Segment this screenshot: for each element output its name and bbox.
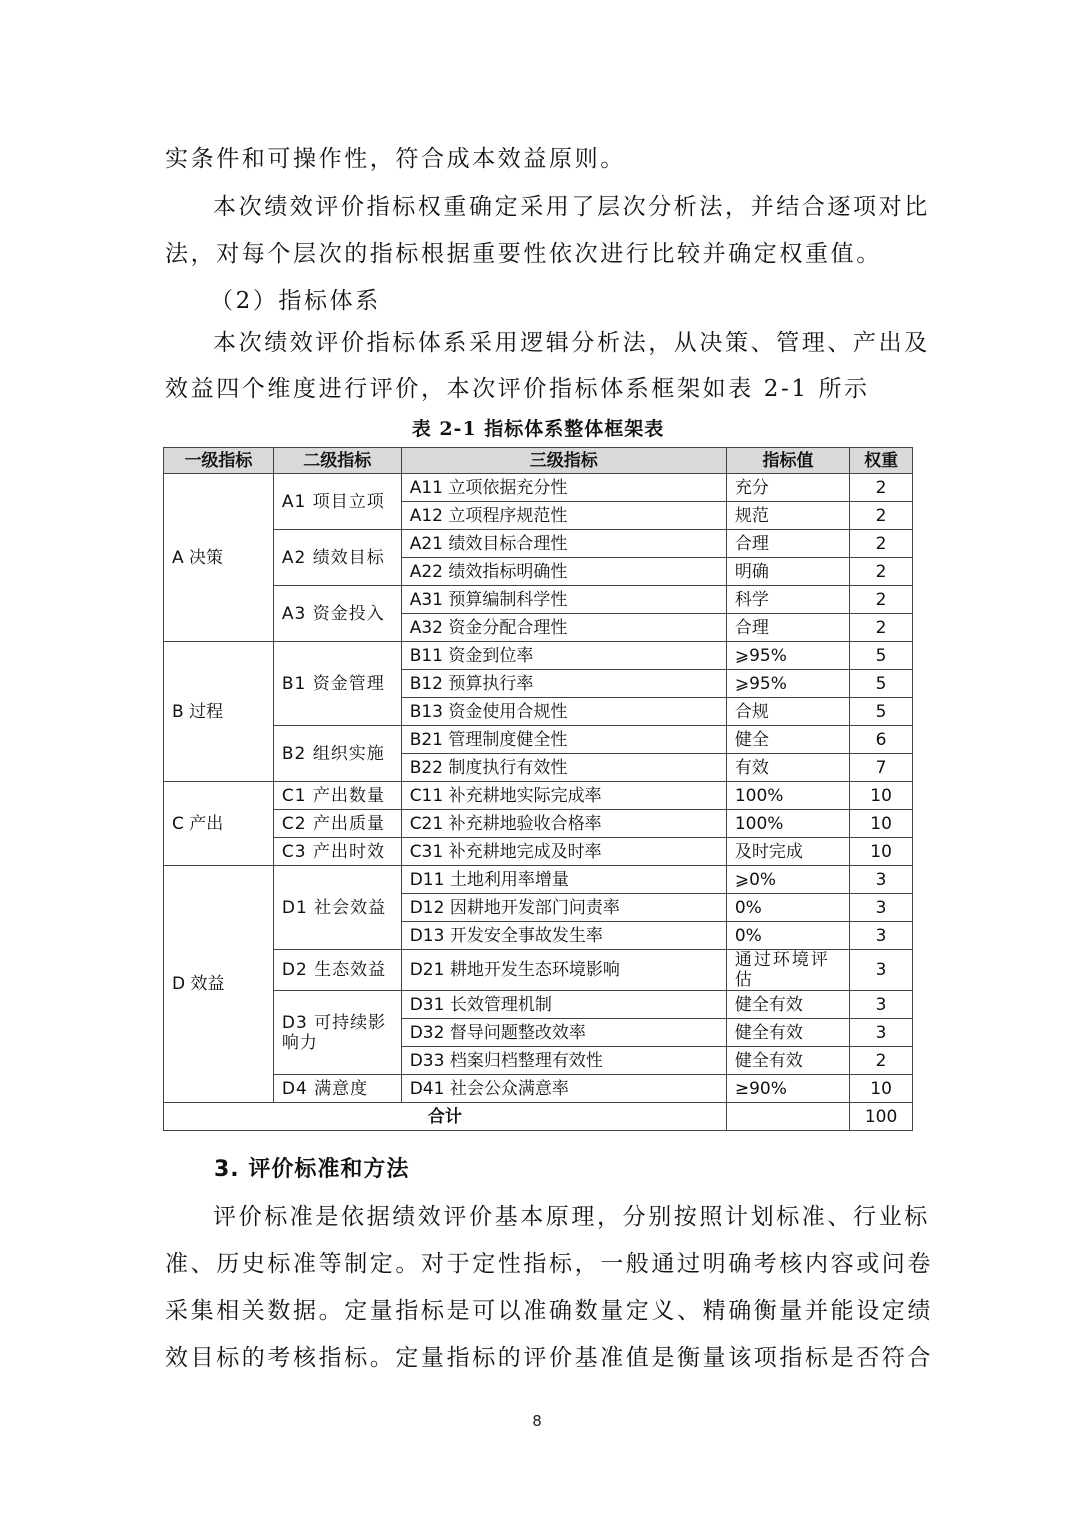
level3-cell: D13 开发安全事故发生率 [401, 922, 726, 950]
total-label: 合计 [164, 1103, 727, 1131]
level2-cell: A1 项目立项 [273, 474, 401, 530]
table-row [164, 1075, 913, 1103]
table-row [164, 726, 913, 754]
level3-cell: B13 资金使用合规性 [401, 698, 726, 726]
weight-cell: 2 [850, 530, 913, 558]
value-cell: 有效 [726, 754, 849, 782]
weight-cell: 3 [850, 950, 913, 991]
value-cell: 100% [726, 810, 849, 838]
column-header: 一级指标 [164, 448, 274, 474]
weight-cell: 3 [850, 866, 913, 894]
body-text-line: 评价标准是依据绩效评价基本原理，分别按照计划标准、行业标 [213, 1204, 930, 1230]
body-text-line: 本次绩效评价指标权重确定采用了层次分析法，并结合逐项对比 [213, 194, 930, 220]
indicator-framework-table [163, 447, 913, 1131]
body-text-line: 效益四个维度进行评价，本次评价指标体系框架如表 2-1 所示 [165, 376, 870, 402]
level3-cell: B22 制度执行有效性 [401, 754, 726, 782]
level3-cell: D11 土地利用率增量 [401, 866, 726, 894]
level3-cell: C21 补充耕地验收合格率 [401, 810, 726, 838]
level2-cell: C2 产出质量 [273, 810, 401, 838]
value-cell: 健全有效 [726, 991, 849, 1019]
level2-cell: A3 资金投入 [273, 586, 401, 642]
level3-cell: B12 预算执行率 [401, 670, 726, 698]
table-row [164, 866, 913, 894]
value-cell: 及时完成 [726, 838, 849, 866]
column-header: 指标值 [726, 448, 849, 474]
weight-cell: 3 [850, 991, 913, 1019]
table-row [164, 950, 913, 991]
level2-cell: B2 组织实施 [273, 726, 401, 782]
level2-cell: D1 社会效益 [273, 866, 401, 950]
level2-cell: D2 生态效益 [273, 950, 401, 991]
weight-cell: 3 [850, 922, 913, 950]
weight-cell: 2 [850, 586, 913, 614]
value-cell: 0% [726, 894, 849, 922]
column-header: 权重 [850, 448, 913, 474]
body-text-line: 采集相关数据。定量指标是可以准确数量定义、精确衡量并能设定绩 [165, 1298, 933, 1324]
value-cell: ≥90% [726, 1075, 849, 1103]
subheading: （2）指标体系 [210, 288, 381, 314]
level2-cell: D3 可持续影响力 [273, 991, 401, 1075]
level3-cell: D32 督导问题整改效率 [401, 1019, 726, 1047]
weight-cell: 3 [850, 894, 913, 922]
value-cell: 健全有效 [726, 1047, 849, 1075]
body-text-line: 实条件和可操作性，符合成本效益原则。 [165, 146, 626, 172]
level2-cell: A2 绩效目标 [273, 530, 401, 586]
level3-cell: A11 立项依据充分性 [401, 474, 726, 502]
value-cell: 规范 [726, 502, 849, 530]
weight-cell: 3 [850, 1019, 913, 1047]
level3-cell: A32 资金分配合理性 [401, 614, 726, 642]
page-number: 8 [532, 1412, 542, 1430]
weight-cell: 5 [850, 670, 913, 698]
weight-cell: 10 [850, 810, 913, 838]
total-row [164, 1103, 913, 1131]
body-text-line: 效目标的考核指标。定量指标的评价基准值是衡量该项指标是否符合 [165, 1345, 933, 1371]
level3-cell: D21 耕地开发生态环境影响 [401, 950, 726, 991]
total-weight: 100 [850, 1103, 913, 1131]
value-cell: 0% [726, 922, 849, 950]
value-cell: 通过环境评估 [726, 950, 849, 991]
value-cell: 明确 [726, 558, 849, 586]
weight-cell: 5 [850, 642, 913, 670]
body-text-line: 准、历史标准等制定。对于定性指标，一般通过明确考核内容或问卷 [165, 1251, 933, 1277]
level2-cell: B1 资金管理 [273, 642, 401, 726]
level2-cell: C1 产出数量 [273, 782, 401, 810]
table-header-row [164, 448, 913, 474]
level2-cell: C3 产出时效 [273, 838, 401, 866]
weight-cell: 10 [850, 782, 913, 810]
level3-cell: D33 档案归档整理有效性 [401, 1047, 726, 1075]
table-row [164, 991, 913, 1019]
table-row [164, 586, 913, 614]
section-heading: 3. 评价标准和方法 [214, 1157, 410, 1182]
table-caption: 表 2-1 指标体系整体框架表 [411, 418, 665, 440]
level3-cell: B21 管理制度健全性 [401, 726, 726, 754]
level3-cell: D12 因耕地开发部门问责率 [401, 894, 726, 922]
column-header: 二级指标 [273, 448, 401, 474]
value-cell: 合理 [726, 614, 849, 642]
value-cell: ⩾0% [726, 866, 849, 894]
table-row [164, 474, 913, 502]
value-cell: 科学 [726, 586, 849, 614]
table-row [164, 530, 913, 558]
weight-cell: 2 [850, 614, 913, 642]
level3-cell: C31 补充耕地完成及时率 [401, 838, 726, 866]
value-cell: ⩾95% [726, 642, 849, 670]
body-text-line: 本次绩效评价指标体系采用逻辑分析法，从决策、管理、产出及 [213, 330, 930, 356]
level3-cell: A22 绩效指标明确性 [401, 558, 726, 586]
weight-cell: 2 [850, 558, 913, 586]
value-cell: ⩾95% [726, 670, 849, 698]
weight-cell: 10 [850, 1075, 913, 1103]
weight-cell: 10 [850, 838, 913, 866]
weight-cell: 2 [850, 474, 913, 502]
value-cell: 100% [726, 782, 849, 810]
weight-cell: 7 [850, 754, 913, 782]
level1-cell: D 效益 [164, 866, 274, 1103]
value-cell: 合规 [726, 698, 849, 726]
weight-cell: 2 [850, 502, 913, 530]
level3-cell: C11 补充耕地实际完成率 [401, 782, 726, 810]
level2-cell: D4 满意度 [273, 1075, 401, 1103]
table-row [164, 642, 913, 670]
body-text-line: 法，对每个层次的指标根据重要性依次进行比较并确定权重值。 [165, 241, 882, 267]
level3-cell: A21 绩效目标合理性 [401, 530, 726, 558]
table-row [164, 810, 913, 838]
level1-cell: C 产出 [164, 782, 274, 866]
column-header: 三级指标 [401, 448, 726, 474]
table-row [164, 782, 913, 810]
value-cell: 健全有效 [726, 1019, 849, 1047]
level3-cell: A12 立项程序规范性 [401, 502, 726, 530]
weight-cell: 5 [850, 698, 913, 726]
level1-cell: A 决策 [164, 474, 274, 642]
level3-cell: D41 社会公众满意率 [401, 1075, 726, 1103]
level1-cell: B 过程 [164, 642, 274, 782]
value-cell: 合理 [726, 530, 849, 558]
level3-cell: B11 资金到位率 [401, 642, 726, 670]
total-value-cell [726, 1103, 849, 1131]
weight-cell: 2 [850, 1047, 913, 1075]
level3-cell: A31 预算编制科学性 [401, 586, 726, 614]
weight-cell: 6 [850, 726, 913, 754]
value-cell: 健全 [726, 726, 849, 754]
value-cell: 充分 [726, 474, 849, 502]
level3-cell: D31 长效管理机制 [401, 991, 726, 1019]
table-row [164, 838, 913, 866]
